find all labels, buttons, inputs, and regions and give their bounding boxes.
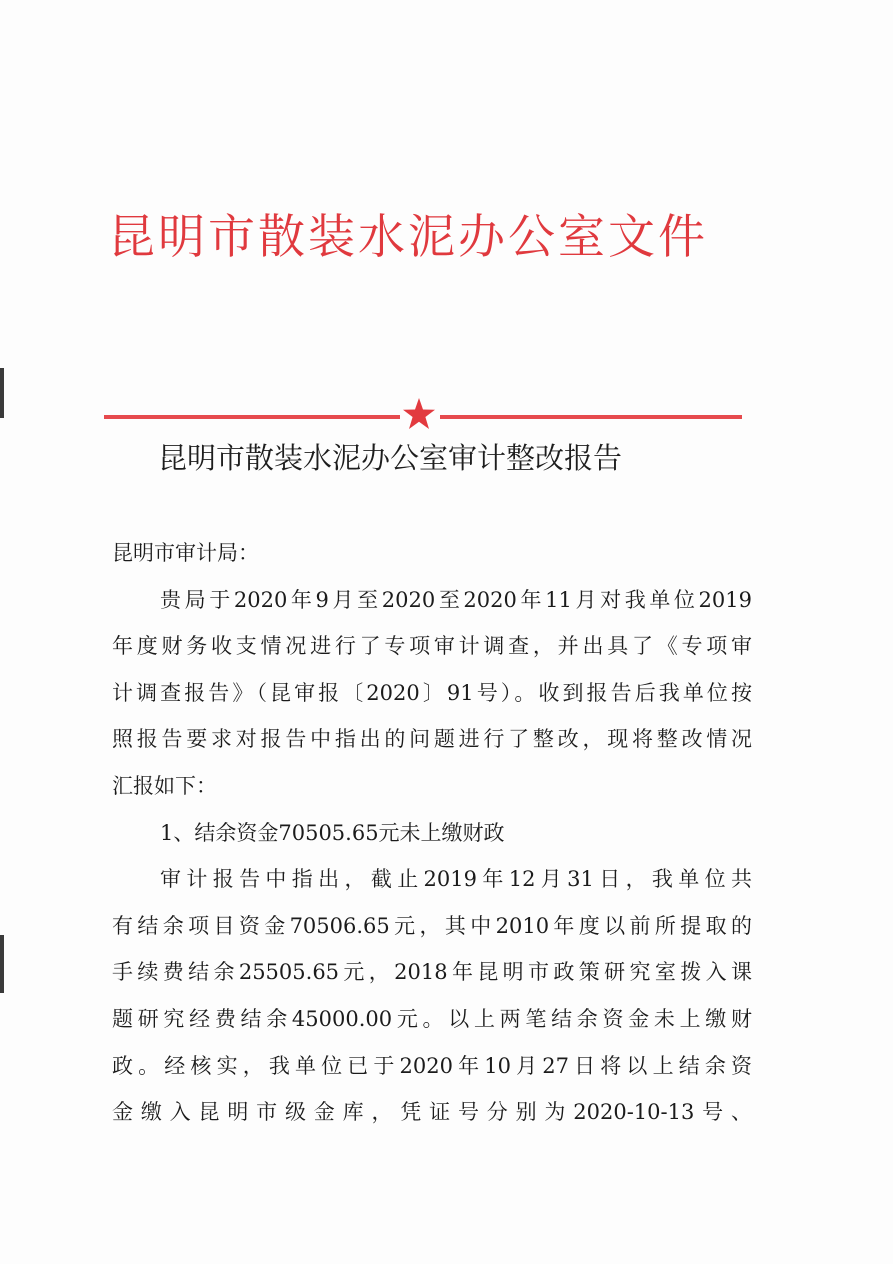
report-title: 昆明市散装水泥办公室审计整改报告 [158,441,623,475]
body-line: 题研究经费结余45000.00元。以上两笔结余资金未上缴财 [112,1006,752,1031]
body-line: 有结余项目资金70506.65元，其中2010年度以前所提取的 [112,913,752,938]
scan-edge-mark [0,935,4,993]
section-heading: 1、结余资金70505.65元未上缴财政 [160,820,505,845]
document-header-title: 昆明市散装水泥办公室文件 [108,210,708,265]
red-divider-right [440,415,742,419]
body-line: 手续费结余25505.65元，2018年昆明市政策研究室拨入课 [112,960,752,985]
body-line: 贵局于2020年9月至2020至2020年11月对我单位2019 [160,587,752,612]
body-line: 计调查报告》（昆审报〔2020〕91号）。收到报告后我单位按 [112,680,752,705]
body-line: 年度财务收支情况进行了专项审计调查，并出具了《专项审 [112,634,752,659]
body-line: 金缴入昆明市级金库，凭证号分别为2020-10-13号、 [112,1100,752,1125]
body-line: 照报告要求对报告中指出的问题进行了整改，现将整改情况 [112,727,752,752]
body-line: 政。经核实，我单位已于2020年10月27日将以上结余资 [112,1053,752,1078]
report-body [112,530,752,1136]
red-star-icon [402,397,436,431]
red-divider-left [104,415,400,419]
body-line: 汇报如下： [112,773,217,798]
salutation: 昆明市审计局： [112,541,259,565]
scan-edge-mark [0,368,4,418]
body-line: 审计报告中指出，截止2019年12月31日，我单位共 [160,867,752,892]
